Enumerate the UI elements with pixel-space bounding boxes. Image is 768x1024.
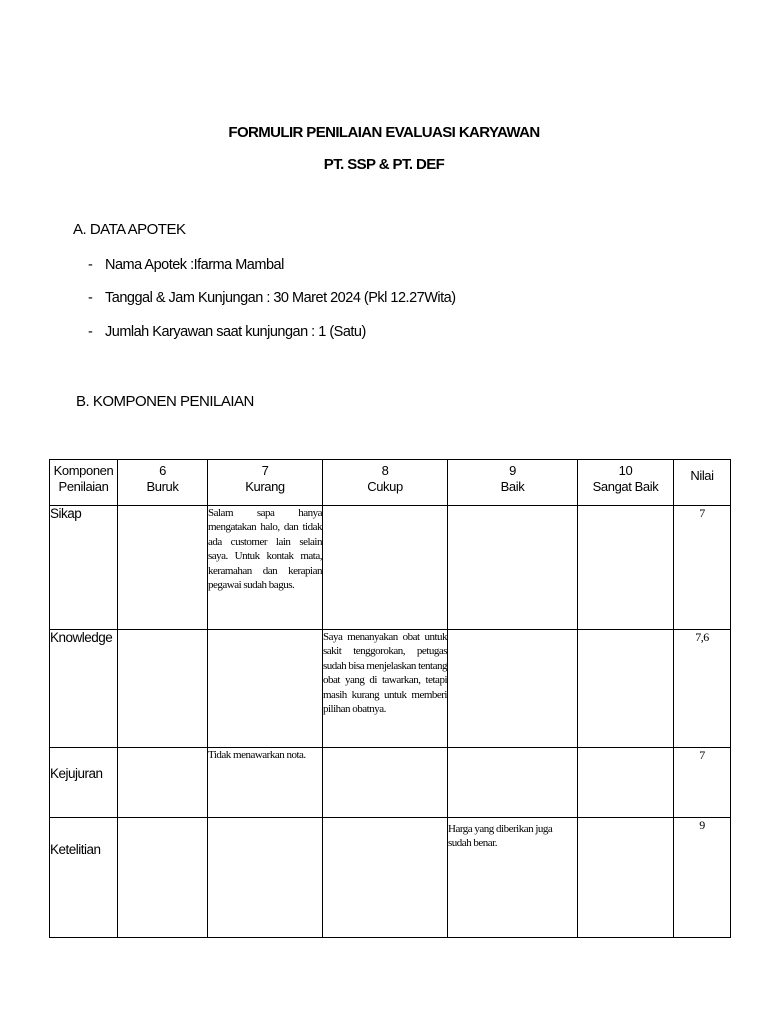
cell-nilai: 7,6 bbox=[674, 630, 731, 748]
cell-empty bbox=[448, 506, 578, 630]
list-item bbox=[88, 290, 456, 306]
header-score-8: 8 Cukup bbox=[323, 460, 448, 506]
table-row bbox=[50, 506, 731, 630]
form-title: FORMULIR PENILAIAN EVALUASI KARYAWAN bbox=[228, 124, 540, 141]
section-b-heading: B. KOMPONEN PENILAIAN bbox=[76, 393, 254, 410]
cell-empty bbox=[578, 748, 674, 818]
row-label-knowledge: Knowledge bbox=[50, 630, 118, 748]
row-label-sikap: Sikap bbox=[50, 506, 118, 630]
row-label-ketelitian: Ketelitian bbox=[50, 818, 118, 938]
header-score-10: 10 Sangat Baik bbox=[578, 460, 674, 506]
bullet-dash: - bbox=[88, 290, 93, 306]
apotek-name: Nama Apotek :Ifarma Mambal bbox=[105, 257, 284, 273]
cell-nilai: 7 bbox=[674, 506, 731, 630]
cell-empty bbox=[448, 630, 578, 748]
list-item bbox=[88, 257, 284, 273]
cell-note: Tidak menawarkan nota. bbox=[208, 748, 323, 818]
cell-empty bbox=[323, 748, 448, 818]
cell-note: Saya menanyakan obat untuk sakit tenggorokan, petugas sudah bisa menjelaskan tentang obat yang di tawarkan, tetapi masih kurang untuk memberi pilihan obatnya. bbox=[323, 630, 448, 748]
bullet-dash: - bbox=[88, 257, 93, 273]
assessment-table bbox=[49, 459, 731, 938]
cell-empty bbox=[323, 506, 448, 630]
table-row bbox=[50, 748, 731, 818]
cell-nilai: 9 bbox=[674, 818, 731, 938]
employee-count: Jumlah Karyawan saat kunjungan : 1 (Satu) bbox=[105, 324, 366, 340]
header-komponen: Komponen Penilaian bbox=[50, 460, 118, 506]
header-score-9: 9 Baik bbox=[448, 460, 578, 506]
table-row bbox=[50, 818, 731, 938]
cell-empty bbox=[118, 818, 208, 938]
visit-datetime: Tanggal & Jam Kunjungan : 30 Maret 2024 (Pkl 12.27Wita) bbox=[105, 290, 456, 306]
list-item bbox=[88, 324, 366, 340]
cell-empty bbox=[448, 748, 578, 818]
section-a-heading: A. DATA APOTEK bbox=[73, 221, 186, 238]
table-header-row bbox=[50, 460, 731, 506]
cell-empty bbox=[118, 506, 208, 630]
cell-empty bbox=[578, 630, 674, 748]
header-nilai: Nilai bbox=[674, 460, 731, 506]
cell-empty bbox=[208, 630, 323, 748]
cell-note: Harga yang diberikan juga sudah benar. bbox=[448, 818, 578, 938]
cell-empty bbox=[118, 748, 208, 818]
cell-empty bbox=[578, 818, 674, 938]
cell-empty bbox=[578, 506, 674, 630]
header-score-6: 6 Buruk bbox=[118, 460, 208, 506]
cell-empty bbox=[323, 818, 448, 938]
company-subtitle: PT. SSP & PT. DEF bbox=[323, 156, 445, 173]
cell-nilai: 7 bbox=[674, 748, 731, 818]
row-label-kejujuran: Kejujuran bbox=[50, 748, 118, 818]
cell-note: Salam sapa hanya mengatakan halo, dan tidak ada customer lain selain saya. Untuk kontak mata, keramahan dan kerapian pegawai sudah bagus. bbox=[208, 506, 323, 630]
cell-empty bbox=[208, 818, 323, 938]
table-row bbox=[50, 630, 731, 748]
header-score-7: 7 Kurang bbox=[208, 460, 323, 506]
cell-empty bbox=[118, 630, 208, 748]
bullet-dash: - bbox=[88, 324, 93, 340]
